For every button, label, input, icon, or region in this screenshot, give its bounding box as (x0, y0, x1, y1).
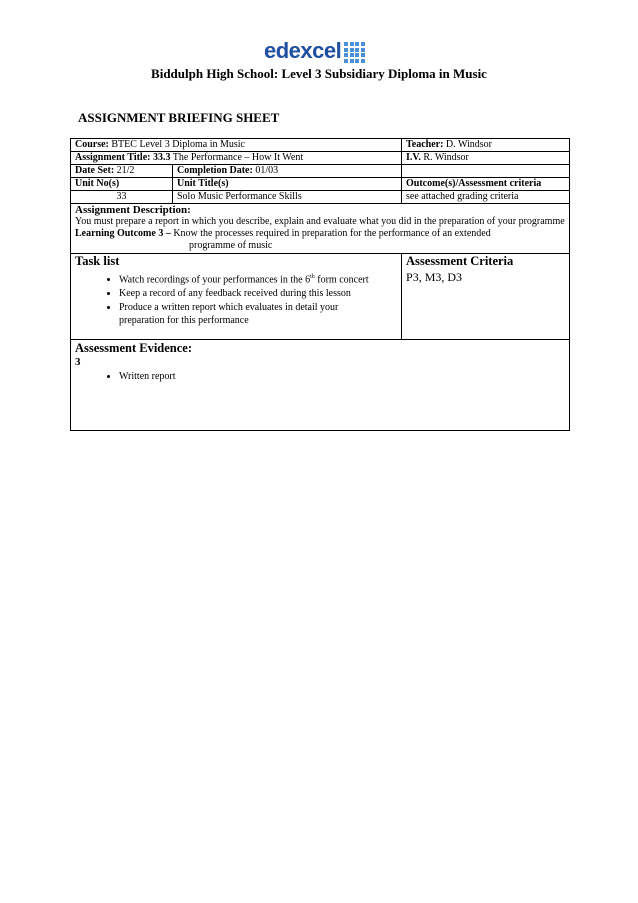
logo-dots-icon (344, 42, 365, 63)
course-value: BTEC Level 3 Diploma in Music (111, 139, 245, 150)
iv-label: I.V. (406, 152, 421, 163)
learning-outcome-text: Know the processes required in preparation for the performance of an extended (173, 228, 491, 239)
task-list-heading: Task list (75, 254, 120, 268)
date-set-label: Date Set: (75, 165, 115, 176)
task-1-text-end: form concert (314, 274, 369, 286)
iv-cell (402, 152, 570, 165)
briefing-table (70, 138, 570, 431)
assignment-title-value: The Performance – How It Went (172, 152, 304, 163)
task-list-cell (71, 254, 402, 340)
unit-title: Solo Music Performance Skills (173, 191, 402, 204)
evidence-heading: Assessment Evidence: (75, 341, 193, 355)
assignment-title-cell (71, 152, 402, 165)
evidence-item: • Written report (119, 370, 565, 383)
criteria-cell (402, 254, 570, 340)
assignment-title-row (71, 152, 570, 165)
completion-date-value: 01/03 (255, 165, 279, 176)
task-1-text: Watch recordings of your performances in the 6 (119, 274, 311, 286)
criteria-heading: Assessment Criteria (406, 254, 514, 268)
course-label: Course: (75, 139, 109, 150)
task-row (71, 254, 570, 340)
course-cell (71, 139, 402, 152)
criteria-value: P3, M3, D3 (406, 270, 463, 284)
empty-cell (402, 165, 570, 178)
description-heading: Assignment Description: (75, 204, 191, 216)
logo-text: edexcel (264, 38, 342, 64)
evidence-list (75, 370, 565, 383)
unit-row (71, 191, 570, 204)
unit-header-row (71, 178, 570, 191)
evidence-row (71, 340, 570, 431)
learning-outcome-text-cont: programme of music (189, 240, 273, 251)
task-list (75, 271, 397, 327)
outcome-header: Outcome(s)/Assessment criteria (402, 178, 570, 191)
task-1-superscript: th (310, 274, 315, 280)
completion-date-cell (173, 165, 402, 178)
teacher-value: D. Windsor (445, 139, 493, 150)
completion-date-label: Completion Date: (177, 165, 253, 176)
teacher-label: Teacher: (406, 139, 444, 150)
assignment-title-label: Assignment Title: 33.3 (75, 152, 171, 163)
evidence-number: 3 (75, 356, 81, 368)
description-cell (71, 204, 570, 254)
task-item (119, 271, 397, 286)
evidence-cell (71, 340, 570, 431)
sheet-title: ASSIGNMENT BRIEFING SHEET (78, 110, 280, 125)
iv-value: R. Windsor (423, 152, 469, 163)
school-title: Biddulph High School: Level 3 Subsidiary Diploma in Music (151, 66, 487, 81)
teacher-cell (402, 139, 570, 152)
description-text: You must prepare a report in which you describe, explain and evaluate what you did in the preparation of your programme (75, 216, 565, 227)
unit-no: 33 (71, 191, 173, 204)
task-item: • Produce a written report which evaluates in detail your preparation for this performance (119, 301, 369, 327)
date-set-value: 21/2 (116, 165, 135, 176)
unit-no-header: Unit No(s) (71, 178, 173, 191)
dates-row (71, 165, 570, 178)
unit-title-header: Unit Title(s) (173, 178, 402, 191)
learning-outcome-label: Learning Outcome 3 – (75, 228, 171, 239)
description-row (71, 204, 570, 254)
edexcel-logo (264, 40, 365, 63)
date-set-cell (71, 165, 173, 178)
course-row (71, 139, 570, 152)
outcome-value: see attached grading criteria (402, 191, 570, 204)
task-item: • Keep a record of any feedback received during this lesson (119, 287, 397, 300)
